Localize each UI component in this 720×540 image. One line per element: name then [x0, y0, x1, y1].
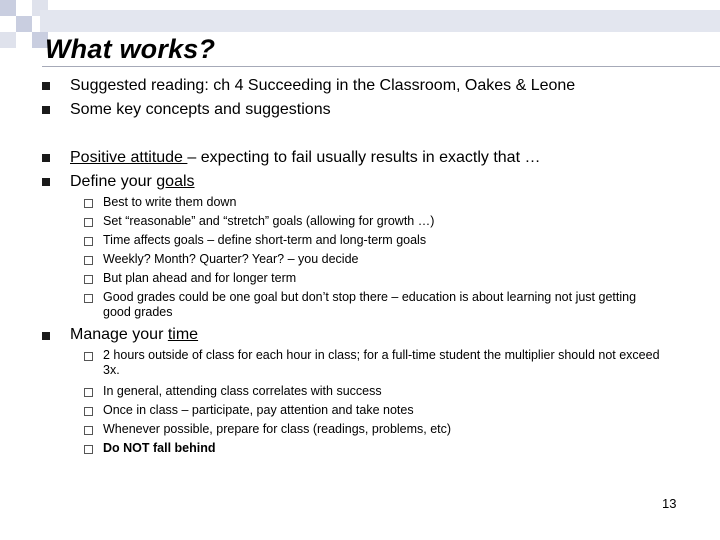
checkbox-bullet-icon	[84, 426, 93, 435]
sub-item: 2 hours outside of class for each hour in class; for a full-time student the multiplier should not exceed 3x.	[103, 348, 660, 377]
underlined-term: Positive attitude	[70, 149, 188, 166]
sub-item: Good grades could be one goal but don’t stop there – education is about learning not just getting good grades	[103, 290, 637, 319]
bullet-item	[70, 325, 198, 345]
page-number: 13	[662, 496, 677, 511]
checkbox-bullet-icon	[84, 445, 93, 454]
checkbox-bullet-icon	[84, 294, 93, 303]
header-bar	[40, 10, 720, 32]
checkbox-bullet-icon	[84, 218, 93, 227]
bullet-item: Suggested reading: ch 4 Succeeding in the Classroom, Oakes & Leone	[70, 77, 576, 94]
sub-item: In general, attending class correlates with success	[103, 384, 382, 398]
bullet-item	[70, 148, 540, 168]
title-rule	[42, 66, 720, 67]
sub-item: Do NOT fall behind	[103, 441, 216, 455]
underlined-term: goals	[156, 173, 195, 190]
bullet-square-icon	[42, 332, 50, 340]
bullet-item	[70, 172, 195, 192]
sub-item: Whenever possible, prepare for class (readings, problems, etc)	[103, 422, 452, 436]
checkbox-bullet-icon	[84, 275, 93, 284]
checkbox-bullet-icon	[84, 352, 93, 361]
checkbox-bullet-icon	[84, 256, 93, 265]
sub-item: But plan ahead and for longer term	[103, 271, 297, 285]
bullet-text: Define your	[70, 173, 157, 190]
bullet-square-icon	[42, 82, 50, 90]
sub-item: Weekly? Month? Quarter? Year? – you decide	[103, 252, 359, 266]
bullet-text: – expecting to fail usually results in exactly that …	[187, 149, 541, 166]
checkbox-bullet-icon	[84, 388, 93, 397]
bullet-square-icon	[42, 178, 50, 186]
bullet-square-icon	[42, 106, 50, 114]
bullet-item: Some key concepts and suggestions	[70, 101, 331, 118]
sub-item: Time affects goals – define short-term and long-term goals	[103, 233, 427, 247]
underlined-term: time	[167, 326, 199, 343]
bullet-square-icon	[42, 154, 50, 162]
checkbox-bullet-icon	[84, 407, 93, 416]
slide-title: What works?	[45, 34, 216, 64]
sub-item: Set “reasonable” and “stretch” goals (allowing for growth …)	[103, 214, 435, 228]
checkbox-bullet-icon	[84, 237, 93, 246]
sub-item: Best to write them down	[103, 195, 237, 209]
bullet-text: Manage your	[70, 326, 168, 343]
sub-item: Once in class – participate, pay attention and take notes	[103, 403, 414, 417]
checkbox-bullet-icon	[84, 199, 93, 208]
